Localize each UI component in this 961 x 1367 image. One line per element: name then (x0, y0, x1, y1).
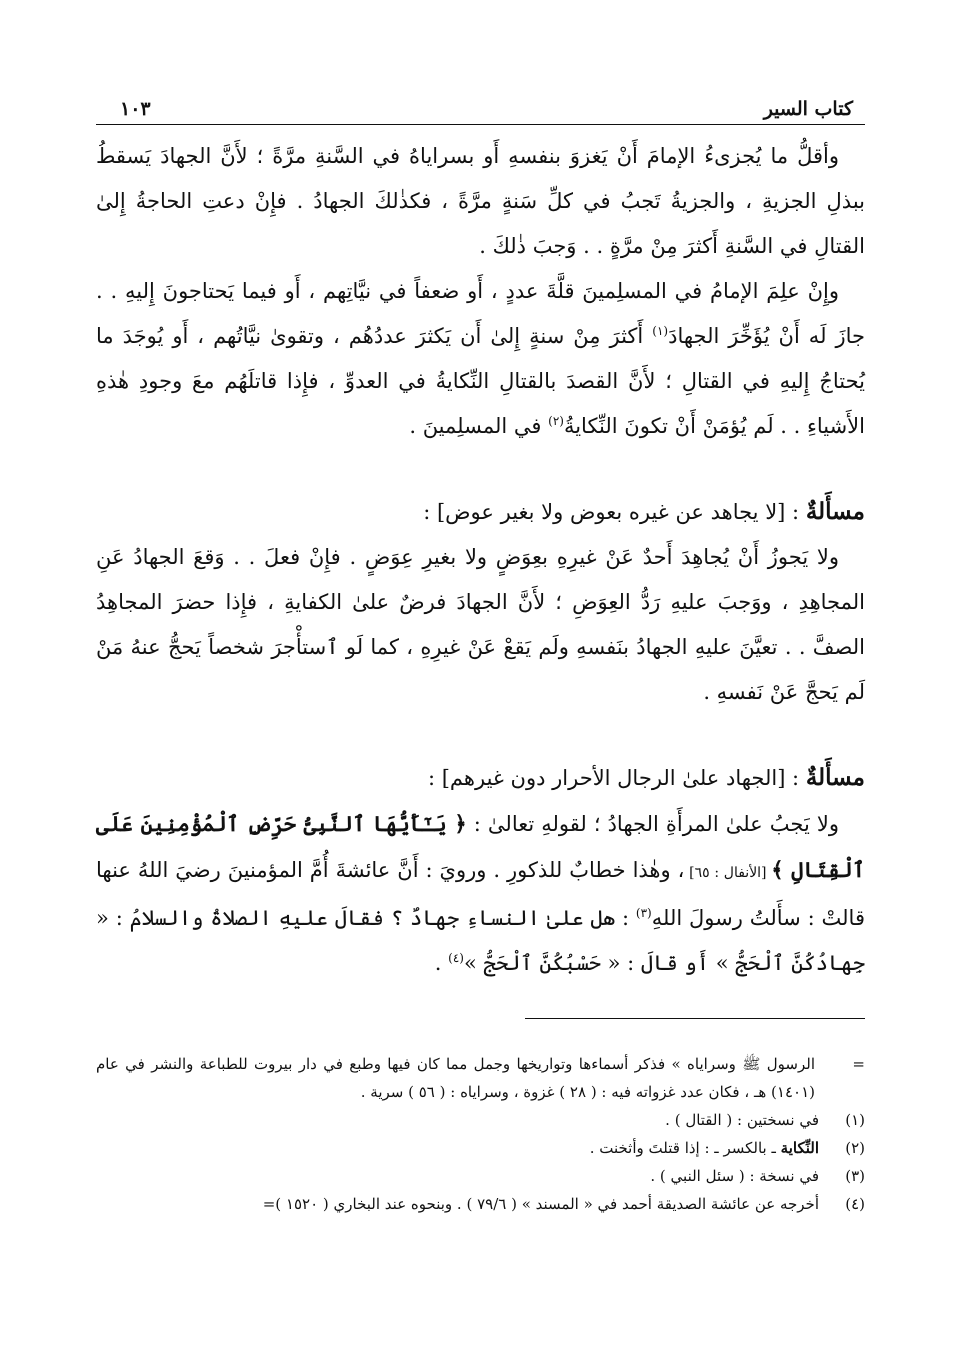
footnote-ref-3[interactable]: (٣) (635, 906, 652, 920)
paragraph-proxy-jihad (96, 535, 865, 715)
footnote-4 (96, 1190, 865, 1218)
footnote-continuation (96, 1050, 865, 1106)
footnote-ref-4[interactable]: (٤) (448, 951, 464, 965)
footnote-ref-1[interactable]: (١) (652, 324, 669, 338)
header-divider (96, 124, 865, 125)
issue-title: : [لا يجاهد عن غيره بعوض ولا بغير عوض] : (423, 500, 806, 524)
footnote-body: ـ بالكسر ـ : إذا قتلتَ وأثخنت . (589, 1139, 781, 1157)
paragraph-text: أَكثرَ مِنْ سنةٍ إِلىٰ أَن يَكثرَ عددُهُم ، وتقوىٰ نيَّاتُهم ، أَو يُوجَدَ ما يُحتاجُ إِليهِ في القتالِ ؛ لأَنَّ القصدَ بالقتالِ النِّكايةُ في العدوِّ ، فإِذا قاتلَهُم معَ وجودِ هٰذهِ الأَشياءِ . . لَم يُؤمَنْ أَنْ تكونَ النِّكايةُ (96, 324, 865, 438)
footnote-number: (٤) (845, 1195, 865, 1213)
issue-keyword: مسأَلةٌ (805, 764, 865, 791)
footnote-divider (525, 1018, 865, 1019)
spacer (96, 449, 865, 489)
footnote-text (665, 1106, 819, 1134)
footnote-number: (٣) (845, 1167, 865, 1185)
paragraph-minimum-jihad (96, 134, 865, 269)
footnote-number: (١) (845, 1111, 865, 1129)
footnote-body: في نسخة : ( سئل النبي ) . (650, 1167, 819, 1185)
footnote-body: في نسختين : ( القتال ) . (665, 1111, 819, 1129)
footnote-3 (96, 1162, 865, 1190)
footnote-term: النِّكاية (780, 1139, 819, 1157)
paragraph-delay-jihad (96, 269, 865, 449)
continuation-mark: = (852, 1055, 865, 1073)
verse-reference: [الأنفال : ٦٥] (684, 865, 772, 881)
footnote-number: (٢) (845, 1139, 865, 1157)
running-title: كتاب السير (763, 98, 853, 120)
footnote-ref-2[interactable]: (٢) (548, 414, 564, 428)
paragraph-text: في المسلِمينَ . (409, 414, 549, 438)
issue-title: : [الجهاد علىٰ الرجال الأحرار دون غيرهم] : (427, 766, 806, 790)
page-number: ١٠٣ (120, 98, 151, 120)
footnotes (96, 1050, 865, 1218)
paragraph-text: وإِنْ علِمَ الإمامُ في المسلِمينَ قلَّةَ عددٍ ، أَو ضعفاً في نيَّاتِهم ، أَو فيما يَحتاجونَ إِليهِ . . جازَ لَه أَنْ يُؤَخِّرَ الجهادَ (96, 279, 865, 348)
paragraph-text: . (434, 951, 449, 975)
main-text (96, 134, 865, 986)
page-header (120, 86, 853, 120)
footnote-2 (96, 1134, 865, 1162)
paragraph-women-jihad (96, 801, 865, 986)
footnote-text (650, 1162, 819, 1190)
issue-heading-proxy-jihad (96, 489, 865, 535)
issue-keyword: مسأَلةٌ (805, 498, 865, 525)
paragraph-text: ولا يَجبُ علىٰ المرأَةِ الجهادُ ؛ لقولهِ تعالىٰ : (466, 812, 839, 836)
paragraph-text: ولا يَجوزُ أَنْ يُجاهِدَ أَحدٌ عَنْ غيرِهِ بعِوَضٍ ولا بغيرِ عِوَضٍ . فإِنْ فعلَ . . وَقعَ الجهادُ عَنِ المجاهِدِ ، ووَجبَ عليهِ رَدُّ العِوَضِ ؛ لأَنَّ الجهادَ فرضٌ علىٰ الكفايةِ ، فإِذا حضرَ المجاهِدُ الصفَّ . . تعيَّنَ عليهِ الجهادُ بنَفسهِ ولَم يَقعْ عَنْ غيرِهِ ، كما لَو ٱستأْجرَ شخصاً يَحجُّ عنهُ مَنْ لَم يَحجَّ عَنْ نَفسهِ . (96, 545, 865, 704)
paragraph-text: : هل علىٰ النساءِ جهادٌ ؟ فقالَ عليهِ الصلاةُ والسلامُ : « جِهادُكُنَّ ٱلْحَجُّ » أَو قالَ : « حَسْبُكُنَّ ٱلْحَجُّ » (96, 906, 865, 975)
footnote-text (590, 1134, 819, 1162)
spacer (96, 715, 865, 755)
continuation-text: الرسول ﷺ وسراياه » فذكر أسماءها وتواريخها وجمل مما كان فيها وطبع في دار بيروت للطباعة والنشر في عام (١٤٠١) هـ ، فكان عدد غزواته فيه : ( ٢٨ ) غزوة ، وسراياه : ( ٥٦ ) سرية . (96, 1055, 815, 1101)
footnote-body: أخرجه عن عائشة الصديقة أحمد في « المسند » ( ٧٩/٦ ) . وبنحوه عند البخاري ( ١٥٢٠ )= (262, 1195, 819, 1213)
paragraph-text: ، وهٰذا خطابٌ للذكورِ . ورويَ : أَنَّ عائشةَ أُمَّ المؤمنينَ رضيَ اللهُ عنها قالتْ : سأَلتُ رسولَ اللهِ (96, 858, 865, 930)
footnote-1 (96, 1106, 865, 1134)
issue-heading-free-men (96, 755, 865, 801)
paragraph-text: وأقلُّ ما يُجزىءُ الإمامَ أَنْ يَغزوَ بنفسهِ أَو بسراياهُ في السَّنةِ مرَّةً ؛ لأَنَّ الجهادَ يَسقطُ ببذلِ الجزيةِ ، والجزيةُ تَجبُ في كلِّ سَنةٍ مرَّةً ، فكذٰلكَ الجهادُ . فإِنْ دعتِ الحاجةُ إِلىٰ القتالِ في السَّنةِ أَكثرَ مِنْ مرَّةٍ . . وَجبَ ذٰلكَ . (96, 144, 865, 258)
quran-verse: ﴿ يَـٰٓأَيُّهَا ٱلنَّبِىُّ حَرِّضِ ٱلْمُؤْمِنِينَ عَلَى ٱلْقِتَالِ ﴾ (96, 811, 865, 882)
footnote-text (263, 1190, 819, 1218)
